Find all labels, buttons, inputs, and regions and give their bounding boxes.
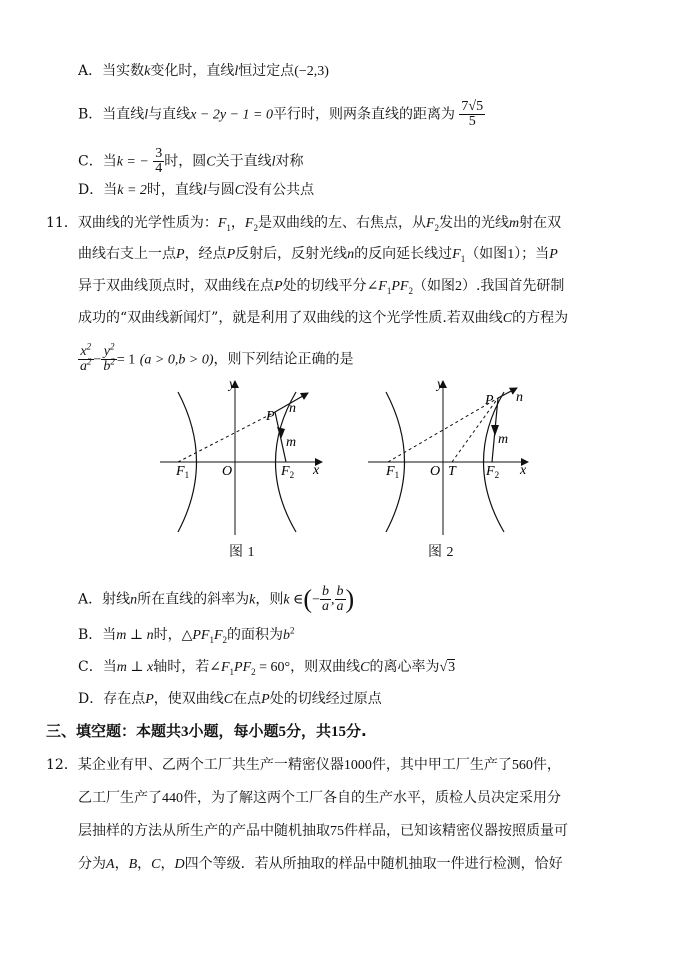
text: 当 bbox=[102, 659, 117, 675]
k-fraction bbox=[153, 147, 164, 176]
number: 1000 bbox=[343, 758, 372, 773]
subscript: 2 bbox=[253, 222, 258, 233]
text: 射线 bbox=[102, 591, 131, 608]
option-label: A． bbox=[78, 591, 103, 608]
ray-n bbox=[498, 388, 517, 398]
text: 乙工厂生产了 bbox=[78, 790, 162, 806]
comma: ， bbox=[114, 856, 129, 872]
q11-option-a bbox=[78, 585, 354, 614]
q12-line-1 bbox=[46, 756, 561, 775]
grade-c: C bbox=[151, 857, 161, 872]
text: 曲线右支上一点 bbox=[78, 246, 176, 262]
condition: (a > 0,b > 0) bbox=[139, 352, 214, 368]
exponent: 2 bbox=[86, 341, 92, 352]
label-p: P bbox=[266, 409, 275, 424]
text: ， bbox=[230, 215, 245, 231]
numerator: b bbox=[336, 584, 344, 599]
angle-mid: PF bbox=[234, 660, 252, 675]
exponent: 2 bbox=[110, 341, 115, 352]
text: 件， bbox=[532, 757, 561, 773]
b-over-a bbox=[335, 585, 346, 614]
text: 变化时，直线 bbox=[150, 63, 235, 79]
figure-ref: 2 bbox=[454, 279, 462, 294]
q12-line-3 bbox=[78, 822, 568, 841]
var-c: C bbox=[206, 154, 216, 170]
k-in: k ∈ bbox=[283, 592, 304, 608]
text: 件，其中甲工厂生产了 bbox=[371, 757, 512, 773]
number: 75 bbox=[330, 824, 344, 839]
grade-b: B bbox=[128, 857, 138, 872]
label-o: O bbox=[430, 464, 441, 479]
text: 分，共 bbox=[286, 722, 332, 740]
q11-option-c bbox=[78, 658, 455, 677]
text: 分. bbox=[346, 722, 367, 740]
text: ，经点 bbox=[184, 246, 227, 262]
caption-text: 图 bbox=[428, 544, 442, 560]
fixed-point: (−2,3) bbox=[294, 64, 329, 79]
text: 的反向延长线过 bbox=[354, 246, 453, 262]
subscript: 1 bbox=[460, 253, 466, 264]
number: 560 bbox=[511, 758, 533, 773]
label-m: m bbox=[286, 435, 297, 450]
exponent: 2 bbox=[110, 356, 115, 367]
var-a: a bbox=[80, 359, 87, 374]
var-c: C bbox=[360, 660, 370, 675]
text: 处的切线平分 bbox=[282, 278, 367, 294]
label-m: m bbox=[498, 432, 509, 447]
comma: ， bbox=[160, 856, 175, 872]
q11-line-3 bbox=[78, 277, 564, 296]
var-m: m bbox=[509, 216, 520, 231]
var-f: F bbox=[425, 216, 435, 231]
left-paren: ( bbox=[303, 584, 313, 614]
angle-value: = 60° bbox=[255, 660, 291, 675]
text: 处的切线经过原点 bbox=[269, 691, 382, 707]
var-p: P bbox=[261, 692, 270, 707]
text: 三、填空题：本题共 bbox=[46, 722, 182, 740]
grade-d: D bbox=[174, 857, 185, 872]
label-y: y bbox=[437, 377, 444, 392]
f: F bbox=[176, 464, 185, 479]
var-l: l bbox=[234, 64, 239, 79]
q10-option-b bbox=[78, 100, 485, 129]
f: F bbox=[386, 464, 395, 479]
dashed-extension bbox=[178, 412, 275, 462]
var-k: k bbox=[249, 592, 256, 608]
caption-text: 图 bbox=[229, 544, 243, 560]
f: F bbox=[281, 464, 290, 479]
text: ，则双曲线 bbox=[290, 659, 361, 675]
distance-fraction bbox=[459, 100, 485, 129]
text: ，使双曲线 bbox=[153, 691, 224, 707]
label-n: n bbox=[516, 390, 523, 405]
var-p: P bbox=[226, 247, 236, 262]
denominator bbox=[101, 356, 117, 374]
figure-1 bbox=[160, 377, 322, 535]
var-f: F bbox=[244, 216, 254, 231]
denominator: a bbox=[322, 599, 329, 614]
var-f: F bbox=[217, 216, 227, 231]
text: 当 bbox=[103, 182, 118, 198]
var-f: F bbox=[213, 628, 223, 643]
sub: 1 bbox=[184, 470, 190, 480]
option-label: C． bbox=[78, 153, 103, 170]
var-c: C bbox=[502, 311, 513, 326]
text: 成功的“双曲线新闻灯”，就是利用了双曲线的这个光学性质.若双曲线 bbox=[78, 310, 503, 326]
text: 存在点 bbox=[103, 691, 146, 707]
section-3-heading bbox=[46, 722, 367, 741]
q10-option-d bbox=[78, 181, 314, 200]
var-b: b bbox=[103, 359, 111, 374]
denominator: 5 bbox=[468, 114, 476, 129]
text: 的方程为 bbox=[512, 310, 569, 326]
question-number: 11． bbox=[46, 215, 78, 231]
angle-mid: PF bbox=[391, 279, 409, 294]
denominator: a bbox=[336, 599, 344, 614]
option-label: D． bbox=[78, 691, 104, 707]
text: 轴时，若 bbox=[153, 659, 210, 675]
var-y: y bbox=[103, 344, 111, 359]
text: 当实数 bbox=[102, 63, 145, 79]
label-x: x bbox=[313, 463, 320, 478]
comma: , bbox=[331, 592, 335, 608]
text: 层抽样的方法从所生产的产品中随机抽取 bbox=[78, 823, 330, 839]
label-n: n bbox=[289, 401, 296, 416]
text: 某企业有甲、乙两个工厂共生产一精密仪器 bbox=[77, 757, 344, 773]
text: 反射后，反射光线 bbox=[235, 246, 348, 262]
text: 双曲线的光学性质为： bbox=[77, 215, 218, 231]
denominator: 4 bbox=[155, 161, 163, 176]
text: 异于双曲线顶点时，双曲线在点 bbox=[78, 278, 274, 294]
option-label: A． bbox=[78, 63, 103, 79]
text: 没有公共点 bbox=[244, 182, 315, 198]
subscript: 1 bbox=[229, 666, 235, 677]
exponent: 2 bbox=[87, 356, 92, 367]
subscript: 1 bbox=[209, 634, 214, 645]
subscript: 2 bbox=[222, 634, 228, 645]
label-y: y bbox=[229, 377, 236, 392]
text: ，则下列结论正确的是 bbox=[213, 351, 354, 368]
text: 的离心率为 bbox=[369, 659, 440, 675]
denominator bbox=[78, 356, 94, 374]
x-fraction bbox=[78, 341, 94, 374]
var-n: n bbox=[347, 247, 355, 262]
var-f: F bbox=[452, 247, 461, 262]
text: 对称 bbox=[275, 153, 304, 170]
label-f1 bbox=[385, 464, 399, 480]
equals-one: = 1 bbox=[116, 352, 136, 368]
var-p: P bbox=[176, 247, 185, 262]
text: ，则 bbox=[255, 591, 284, 608]
y-fraction bbox=[101, 341, 117, 374]
label-f2 bbox=[280, 464, 294, 480]
text: 是双曲线的左、右焦点，从 bbox=[257, 215, 426, 231]
triangle: △PF bbox=[181, 628, 210, 643]
var-c: C bbox=[234, 183, 245, 198]
right-paren: ) bbox=[345, 584, 355, 614]
subscript: 1 bbox=[226, 222, 231, 233]
option-label: C． bbox=[78, 659, 103, 675]
perp-condition: m ⊥ x bbox=[116, 660, 154, 675]
label-t: T bbox=[448, 464, 456, 479]
text: 在点 bbox=[233, 691, 262, 707]
subscript: 2 bbox=[408, 285, 413, 296]
numerator: b bbox=[322, 584, 329, 599]
text: 射在双 bbox=[519, 215, 562, 231]
text: 当直线 bbox=[102, 106, 145, 123]
text: 四个等级．若从所抽取的样品中随机抽取一件进行检测，恰好 bbox=[184, 856, 563, 872]
q11-line-5 bbox=[78, 341, 354, 374]
var-k: k bbox=[144, 64, 151, 79]
f: F bbox=[486, 464, 495, 479]
grade-a: A bbox=[106, 857, 115, 872]
subscript: 2 bbox=[434, 222, 440, 233]
var-b: b bbox=[283, 628, 291, 643]
text: （如图 bbox=[465, 246, 508, 262]
text: 关于直线 bbox=[215, 153, 272, 170]
angle: ∠F bbox=[366, 279, 387, 294]
text: 时，直线 bbox=[146, 182, 203, 198]
q11-line-1 bbox=[46, 214, 561, 233]
q12-line-4 bbox=[78, 855, 563, 874]
text: 件样品，已知该精密仪器按照质量可 bbox=[344, 823, 568, 839]
sub: 1 bbox=[394, 470, 400, 480]
caption-number: 1 bbox=[247, 545, 255, 560]
var-c: C bbox=[223, 692, 234, 707]
option-label: D． bbox=[78, 182, 104, 198]
k-value: k = − bbox=[116, 154, 149, 170]
text: 与直线 bbox=[148, 106, 191, 123]
text: 件，为了解这两个工厂各自的生产水平，质检人员决定采用分 bbox=[183, 790, 561, 806]
neg-b-over-a bbox=[320, 585, 331, 614]
subscript: 1 bbox=[386, 285, 392, 296]
q12-line-2 bbox=[78, 789, 561, 808]
total-points: 15 bbox=[331, 724, 347, 740]
var-l: l bbox=[202, 183, 207, 198]
sqrt-sign: √ bbox=[439, 660, 448, 675]
text: 所在直线的斜率为 bbox=[137, 591, 250, 608]
label-f2 bbox=[485, 464, 499, 480]
comma: ， bbox=[137, 856, 152, 872]
var-p: P bbox=[145, 692, 154, 707]
minus-sign: − bbox=[312, 592, 320, 608]
text: 小题，每小题 bbox=[188, 722, 279, 740]
figure-1-caption bbox=[229, 543, 254, 562]
figure-2 bbox=[368, 377, 528, 535]
text: ）.我国首先研制 bbox=[461, 278, 565, 294]
q11-line-2 bbox=[78, 245, 558, 264]
text: 与圆 bbox=[206, 182, 235, 198]
q11-option-d bbox=[78, 690, 382, 709]
option-label: B． bbox=[78, 106, 103, 123]
text: 发出的光线 bbox=[439, 215, 510, 231]
text: 的面积为 bbox=[227, 627, 284, 643]
var-n: n bbox=[130, 592, 138, 608]
line-equation: x − 2y − 1 = 0 bbox=[190, 107, 273, 123]
sub: 2 bbox=[494, 470, 500, 480]
number: 440 bbox=[162, 791, 183, 806]
var-l: l bbox=[271, 154, 276, 170]
var-p: P bbox=[274, 279, 283, 294]
var-x: x bbox=[80, 344, 87, 359]
text: 分为 bbox=[78, 856, 106, 872]
figure-2-caption bbox=[428, 543, 453, 562]
figure-ref: 1 bbox=[507, 247, 515, 262]
count: 3 bbox=[181, 724, 189, 740]
text: 恒过定点 bbox=[238, 63, 295, 79]
q11-option-b bbox=[78, 626, 295, 645]
text: ）；当 bbox=[514, 246, 550, 262]
sqrt-value: 3 bbox=[448, 660, 456, 675]
numerator: 3 bbox=[155, 146, 163, 161]
question-number: 12． bbox=[46, 757, 78, 773]
text: 当 bbox=[102, 153, 117, 170]
perp-condition: m ⊥ n bbox=[116, 628, 154, 643]
q10-option-c bbox=[78, 147, 304, 176]
var-l: l bbox=[144, 107, 149, 123]
sub: 2 bbox=[289, 470, 295, 480]
exponent: 2 bbox=[290, 625, 295, 636]
subscript: 2 bbox=[251, 666, 256, 677]
var-p: P bbox=[549, 247, 558, 262]
points-each: 5 bbox=[278, 724, 287, 740]
text: 时，圆 bbox=[164, 153, 207, 170]
q10-option-a bbox=[78, 62, 329, 81]
q11-line-4 bbox=[78, 309, 568, 328]
angle: ∠F bbox=[209, 660, 230, 675]
minus-sign: − bbox=[93, 352, 102, 368]
option-label: B． bbox=[78, 627, 103, 643]
label-f1 bbox=[175, 464, 189, 480]
numerator: 7√5 bbox=[461, 99, 484, 114]
label-o: O bbox=[222, 464, 233, 479]
k-value: k = 2 bbox=[117, 183, 147, 198]
hyperbola-figures bbox=[0, 375, 688, 575]
text: 平行时，则两条直线的距离为 bbox=[272, 106, 455, 123]
label-x: x bbox=[520, 463, 527, 478]
text: （如图 bbox=[412, 278, 455, 294]
text: 当 bbox=[102, 627, 117, 643]
text: 时， bbox=[153, 627, 182, 643]
label-p: P bbox=[485, 393, 494, 408]
caption-number: 2 bbox=[446, 545, 454, 560]
